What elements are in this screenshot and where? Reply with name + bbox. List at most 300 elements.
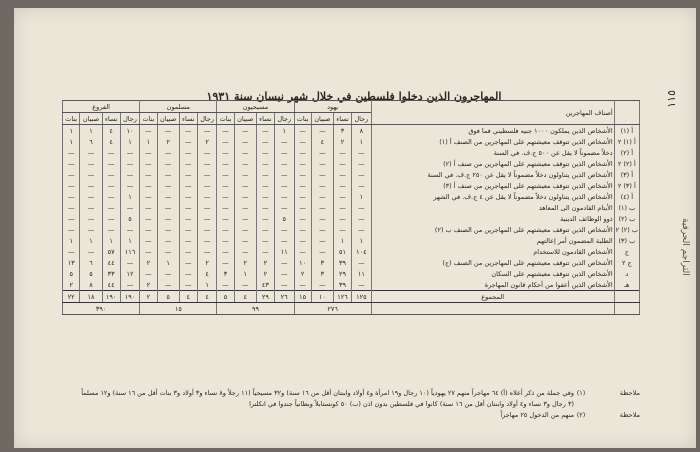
- table-cell: —: [234, 246, 256, 257]
- row-description: ذوو الوظائف الدينية: [371, 213, 614, 224]
- table-cell: —: [256, 169, 274, 180]
- note-line: [62, 410, 640, 421]
- table-cell: —: [256, 180, 274, 191]
- table-cell: ١٠: [120, 125, 140, 137]
- table-cell: —: [80, 147, 102, 158]
- table-cell: —: [80, 191, 102, 202]
- table-cell: ١: [352, 136, 372, 147]
- table-cell: —: [352, 213, 372, 224]
- row-category-code: د: [614, 268, 639, 279]
- table-cell: ٤: [102, 136, 120, 147]
- row-description: الأشخاص الذين تتوقف معيشتهم على المهاجرين من صنف أ (٢): [371, 158, 614, 169]
- table-cell: ٣: [311, 257, 333, 268]
- table-cell: —: [140, 147, 157, 158]
- table-cell: ١: [80, 125, 102, 137]
- table-cell: —: [294, 191, 311, 202]
- sub-header-cell: صبيان: [311, 113, 333, 125]
- grand-total-cell: ٣٩٠: [63, 303, 140, 315]
- table-cell: ٥: [120, 213, 140, 224]
- table-cell: —: [80, 202, 102, 213]
- table-cell: —: [63, 180, 80, 191]
- sub-header-cell: نساء: [256, 113, 274, 125]
- table-cell: —: [63, 147, 80, 158]
- table-cell: ٢: [234, 257, 256, 268]
- sub-header-cell: نساء: [333, 113, 351, 125]
- table-cell: —: [274, 136, 294, 147]
- table-cell: ٤: [197, 268, 217, 279]
- table-cell: —: [140, 125, 157, 137]
- total-cell: ٥: [217, 291, 234, 303]
- table-cell: —: [197, 125, 217, 137]
- table-cell: ٢٩: [333, 268, 351, 279]
- table-cell: —: [157, 180, 179, 191]
- table-cell: —: [140, 158, 157, 169]
- total-cell: ١٨: [80, 291, 102, 303]
- table-cell: ١١: [274, 246, 294, 257]
- grand-total-cell: ١٥: [140, 303, 217, 315]
- table-cell: —: [333, 180, 351, 191]
- table-cell: ٣: [217, 268, 234, 279]
- note-text: (٣ رجال و٣ نساء و٤ أولاد وابنتان أقل من ١٦ سنة) كانوا في فلسطين بدون اذن (ب) ٥٠ كونستابلاً وبطانياً جندوا في انكلترا: [249, 400, 574, 408]
- table-cell: —: [217, 246, 234, 257]
- table-cell: —: [333, 202, 351, 213]
- table-cell: —: [234, 158, 256, 169]
- table-cell: —: [352, 257, 372, 268]
- table-cell: —: [294, 125, 311, 137]
- table-cell: ٣: [333, 125, 351, 137]
- table-cell: —: [311, 213, 333, 224]
- table-cell: ١: [197, 279, 217, 291]
- row-description: الأشخاص الذين تتوقف معيشتهم على المهاجرين من الصنف (ج): [371, 257, 614, 268]
- table-cell: —: [102, 202, 120, 213]
- table-cell: —: [333, 158, 351, 169]
- row-category-code: هـ: [614, 279, 639, 291]
- table-cell: —: [256, 235, 274, 246]
- sub-header-cell: صبيان: [157, 113, 179, 125]
- table-cell: ٢: [63, 279, 80, 291]
- table-cell: —: [197, 169, 217, 180]
- table-cell: —: [102, 147, 120, 158]
- table-cell: ٢: [140, 279, 157, 291]
- table-cell: —: [157, 202, 179, 213]
- table-row: [63, 213, 640, 224]
- table-cell: —: [102, 191, 120, 202]
- table-cell: —: [217, 202, 234, 213]
- total-cell: ٢: [140, 291, 157, 303]
- table-cell: —: [294, 235, 311, 246]
- note-line: [62, 399, 640, 410]
- table-cell: —: [102, 213, 120, 224]
- table-cell: —: [63, 213, 80, 224]
- table-cell: —: [256, 125, 274, 137]
- table-cell: ٣: [311, 268, 333, 279]
- table-cell: —: [352, 180, 372, 191]
- table-row: [63, 202, 640, 213]
- spine-text: التراجم الحرفية: [680, 218, 690, 276]
- row-category-code: أ (١) ٢: [614, 136, 639, 147]
- table-cell: —: [120, 202, 140, 213]
- table-cell: —: [179, 136, 197, 147]
- table-cell: —: [234, 180, 256, 191]
- row-category-code: أ (٢): [614, 147, 639, 158]
- table-cell: —: [274, 279, 294, 291]
- sub-header-cell: صبيان: [80, 113, 102, 125]
- table-cell: ٥١: [333, 246, 351, 257]
- table-cell: ٥: [274, 213, 294, 224]
- table-cell: —: [140, 213, 157, 224]
- row-description: الأشخاص الذين يتناولون دخلاً مضموناً لا يقل عن ٢٥٠ ج.ف. في السنة: [371, 169, 614, 180]
- sub-header-cell: رجال: [352, 113, 372, 125]
- table-row: [63, 246, 640, 257]
- table-cell: —: [140, 180, 157, 191]
- table-cell: ١٣: [63, 257, 80, 268]
- table-cell: —: [217, 158, 234, 169]
- table-row: [63, 125, 640, 137]
- table-cell: —: [294, 246, 311, 257]
- table-cell: ١: [352, 191, 372, 202]
- row-description: الأشخاص الذين يتناولون دخلاً مضموناً لا يقل عن ٤ ج.ف. في الشهر: [371, 191, 614, 202]
- note-label: ملاحظة: [619, 411, 640, 419]
- table-cell: ٨: [80, 279, 102, 291]
- table-cell: —: [80, 169, 102, 180]
- row-description: الأشخاص القادمون للاستخدام: [371, 246, 614, 257]
- total-cell: ١٠: [311, 291, 333, 303]
- total-cell: ١٩٠: [102, 291, 120, 303]
- group-header-christians: مسيحيون: [217, 101, 294, 113]
- table-cell: —: [311, 279, 333, 291]
- note-number: [574, 399, 588, 410]
- table-cell: —: [294, 147, 311, 158]
- total-cell: ١٢٥: [352, 291, 372, 303]
- table-cell: —: [217, 213, 234, 224]
- table-cell: ١: [120, 235, 140, 246]
- table-cell: —: [157, 125, 179, 137]
- table-cell: —: [120, 169, 140, 180]
- table-cell: ٢: [256, 257, 274, 268]
- table-cell: —: [274, 169, 294, 180]
- table-cell: —: [179, 125, 197, 137]
- table-cell: ٢: [197, 257, 217, 268]
- table-cell: —: [197, 246, 217, 257]
- total-cell: ٢٦: [274, 291, 294, 303]
- table-cell: —: [274, 268, 294, 279]
- table-cell: —: [333, 213, 351, 224]
- total-cell: ٤: [179, 291, 197, 303]
- table-cell: —: [80, 224, 102, 235]
- table-cell: ١: [80, 235, 102, 246]
- table-cell: —: [157, 169, 179, 180]
- table-row: [63, 191, 640, 202]
- table-cell: —: [256, 224, 274, 235]
- totals-row: [63, 291, 640, 303]
- table-cell: ٣٩: [333, 257, 351, 268]
- table-cell: —: [63, 191, 80, 202]
- table-row: [63, 158, 640, 169]
- sub-header-cell: رجال: [274, 113, 294, 125]
- row-category-code: ج ٢: [614, 257, 639, 268]
- sub-header-cell: رجال: [197, 113, 217, 125]
- table-title: المهاجرون الذين دخلوا فلسطين في خلال شهر نيسان سنة ١٩٣١: [206, 90, 502, 103]
- table-cell: —: [311, 180, 333, 191]
- table-cell: ٥: [80, 268, 102, 279]
- total-cell: ٥: [157, 291, 179, 303]
- table-cell: —: [311, 202, 333, 213]
- grand-code: [614, 303, 639, 315]
- table-cell: —: [197, 191, 217, 202]
- table-cell: —: [256, 136, 274, 147]
- table-cell: —: [217, 235, 234, 246]
- sub-header-cell: بنات: [63, 113, 80, 125]
- table-cell: —: [197, 213, 217, 224]
- table-cell: —: [234, 235, 256, 246]
- immigration-table: [62, 100, 640, 315]
- table-row: [63, 224, 640, 235]
- table-cell: —: [234, 125, 256, 137]
- row-category-code: أ (٤): [614, 191, 639, 202]
- table-cell: —: [311, 235, 333, 246]
- total-cell: ٤: [197, 291, 217, 303]
- table-cell: ١: [120, 191, 140, 202]
- table-cell: —: [157, 235, 179, 246]
- row-category-code: ب (١): [614, 202, 639, 213]
- row-category-code: ج: [614, 246, 639, 257]
- note-line: [62, 388, 640, 399]
- grand-total-cell: ٢٧٦: [294, 303, 371, 315]
- table-cell: ١: [333, 235, 351, 246]
- table-cell: —: [157, 246, 179, 257]
- table-cell: —: [311, 246, 333, 257]
- table-cell: —: [217, 125, 234, 137]
- table-cell: —: [120, 158, 140, 169]
- table-cell: —: [179, 213, 197, 224]
- table-cell: —: [102, 158, 120, 169]
- table-cell: —: [157, 268, 179, 279]
- table-cell: —: [234, 169, 256, 180]
- table-cell: —: [217, 136, 234, 147]
- table-row: [63, 136, 640, 147]
- table-cell: —: [102, 169, 120, 180]
- table-cell: ٥: [63, 268, 80, 279]
- row-description: الطلبة المضمون أمر إعالتهم: [371, 235, 614, 246]
- table-cell: —: [197, 224, 217, 235]
- table-cell: —: [217, 191, 234, 202]
- table-cell: ٢: [197, 136, 217, 147]
- notes-section: [62, 388, 640, 421]
- total-cell: ١٢٦: [333, 291, 351, 303]
- table-cell: —: [256, 213, 274, 224]
- note-number: (١): [576, 389, 586, 397]
- table-cell: —: [294, 213, 311, 224]
- table-cell: —: [217, 180, 234, 191]
- table-cell: ٤٤: [102, 279, 120, 291]
- table-cell: —: [311, 125, 333, 137]
- row-description: الأشخاص الذين تتوقف معيشتهم على السكان: [371, 268, 614, 279]
- table-cell: —: [311, 224, 333, 235]
- table-cell: ١: [352, 235, 372, 246]
- table-cell: ٣٣: [102, 268, 120, 279]
- note-label: ملاحظة: [619, 389, 640, 397]
- table-cell: —: [352, 147, 372, 158]
- table-cell: —: [63, 202, 80, 213]
- table-cell: —: [217, 257, 234, 268]
- row-category-code: ب (٢) ٢: [615, 225, 638, 234]
- table-cell: —: [294, 158, 311, 169]
- table-cell: —: [197, 202, 217, 213]
- table-cell: —: [179, 279, 197, 291]
- row-category-code: ب (٣): [614, 235, 639, 246]
- table-row: [63, 147, 640, 158]
- table-cell: —: [352, 169, 372, 180]
- table-cell: —: [234, 279, 256, 291]
- sub-header-cell: بنات: [217, 113, 234, 125]
- table-cell: —: [234, 224, 256, 235]
- table-cell: ٤٤: [102, 257, 120, 268]
- table-cell: —: [120, 180, 140, 191]
- grand-label: [371, 303, 614, 315]
- table-cell: ٣٩: [333, 279, 351, 291]
- totals-code: [614, 291, 639, 303]
- table-row: [63, 257, 640, 268]
- table-cell: ١: [63, 235, 80, 246]
- table-cell: —: [157, 158, 179, 169]
- sub-header-cell: نساء: [179, 113, 197, 125]
- categories-header: أصناف المهاجرين: [371, 101, 614, 125]
- table-cell: ٦: [80, 257, 102, 268]
- table-cell: ٢: [157, 136, 179, 147]
- row-description: الأيتام القادمون الى المعاهد: [371, 202, 614, 213]
- total-cell: ٤: [234, 291, 256, 303]
- table-cell: —: [140, 191, 157, 202]
- table-cell: —: [294, 136, 311, 147]
- note-number: (٢): [576, 411, 586, 419]
- table-cell: —: [294, 202, 311, 213]
- table-cell: —: [102, 224, 120, 235]
- table-cell: —: [179, 246, 197, 257]
- table-cell: —: [311, 147, 333, 158]
- table-cell: —: [157, 191, 179, 202]
- table-cell: —: [120, 279, 140, 291]
- table-cell: —: [80, 158, 102, 169]
- table-cell: —: [311, 169, 333, 180]
- table-cell: —: [352, 224, 372, 235]
- row-description: الأشخاص الذين تتوقف معيشتهم على المهاجرين من الصنف ب (٢): [371, 224, 614, 235]
- table-cell: ٦: [80, 136, 102, 147]
- table-cell: ٢: [256, 268, 274, 279]
- table-cell: ١: [63, 125, 80, 137]
- table-cell: —: [294, 279, 311, 291]
- note-text: وفي جملة من ذكر أعلاه (أ) ٦٤ مهاجراً منهم ٢٧ يهودياً (١٠ رجال و١٩ امرأة و٤ أولاد وابنتان أقل من ١٦ سنة) و٣٢ مسيحياً (١١ رجلاً و٨ نساء و٣ أولاد و٣ بنات أقل من ١٦ سنة) و١٢ مسلماً: [81, 389, 574, 397]
- table-cell: ٢: [140, 257, 157, 268]
- table-cell: —: [179, 235, 197, 246]
- table-cell: —: [333, 147, 351, 158]
- table-cell: —: [294, 224, 311, 235]
- table-cell: ١٠: [294, 257, 311, 268]
- table-cell: ١٢: [120, 268, 140, 279]
- table-cell: —: [120, 257, 140, 268]
- table-cell: ١: [102, 235, 120, 246]
- table-cell: —: [256, 246, 274, 257]
- table-cell: —: [274, 257, 294, 268]
- total-cell: ٢٢: [63, 291, 80, 303]
- group-header-muslims: مسلمون: [140, 101, 217, 113]
- table-cell: ١٠٤: [352, 246, 372, 257]
- sub-header-cell: بنات: [140, 113, 157, 125]
- table-cell: —: [120, 147, 140, 158]
- table-cell: —: [80, 246, 102, 257]
- table-cell: —: [179, 224, 197, 235]
- table-cell: —: [80, 213, 102, 224]
- table-cell: —: [63, 224, 80, 235]
- sub-header-cell: نساء: [102, 113, 120, 125]
- table-cell: ٢: [333, 136, 351, 147]
- table-cell: —: [157, 147, 179, 158]
- table-cell: ٨: [352, 125, 372, 137]
- table-cell: —: [311, 158, 333, 169]
- sub-header-cell: بنات: [294, 113, 311, 125]
- table-cell: —: [352, 279, 372, 291]
- table-cell: ١١٦: [120, 246, 140, 257]
- table-cell: —: [140, 246, 157, 257]
- row-description: الأشخاص الذين أعفوا من أحكام قانون المهاجرة: [371, 279, 614, 291]
- table-cell: —: [352, 202, 372, 213]
- table-cell: —: [197, 158, 217, 169]
- table-cell: —: [179, 147, 197, 158]
- category-code-header: [614, 101, 639, 125]
- group-header-jews: يهود: [294, 101, 371, 113]
- table-row: [63, 169, 640, 180]
- table-cell: —: [217, 279, 234, 291]
- table-cell: —: [274, 202, 294, 213]
- table-row: [63, 180, 640, 191]
- table-cell: —: [333, 169, 351, 180]
- row-category-code: أ (٣): [614, 169, 639, 180]
- grand-totals-row: [63, 303, 640, 315]
- table-cell: —: [234, 202, 256, 213]
- table-cell: ٢: [294, 268, 311, 279]
- table-cell: —: [179, 169, 197, 180]
- table-cell: ٤: [102, 125, 120, 137]
- totals-label: المجموع: [371, 291, 614, 303]
- table-cell: —: [197, 147, 217, 158]
- table-cell: ١: [157, 257, 179, 268]
- row-category-code: ب (٢): [614, 213, 639, 224]
- table-cell: —: [217, 147, 234, 158]
- row-description: الأشخاص الذين يملكون ١٠٠٠ جنيه فلسطيني فما فوق: [371, 125, 614, 137]
- row-description: دخلاً مضموناً لا يقل عن ٥٠٠ ج.ف. في السنة: [371, 147, 614, 158]
- table-cell: —: [80, 180, 102, 191]
- table-cell: —: [140, 235, 157, 246]
- table-cell: —: [102, 180, 120, 191]
- table-cell: —: [274, 224, 294, 235]
- table-cell: ٤: [311, 136, 333, 147]
- table-cell: —: [294, 169, 311, 180]
- page-number: ١١٥: [665, 90, 678, 108]
- table-cell: —: [274, 147, 294, 158]
- table-cell: —: [333, 191, 351, 202]
- table-cell: ١: [274, 125, 294, 137]
- table-cell: ٤٣: [256, 279, 274, 291]
- row-category-code: أ (٣) ٢: [614, 180, 639, 191]
- table-cell: ١: [234, 268, 256, 279]
- table-cell: —: [179, 191, 197, 202]
- group-header-row: [63, 101, 640, 113]
- row-category-code: أ (١): [614, 125, 639, 137]
- table-cell: —: [333, 224, 351, 235]
- table-cell: —: [217, 224, 234, 235]
- table-cell: —: [274, 235, 294, 246]
- grand-total-cell: ٩٩: [217, 303, 294, 315]
- table-cell: —: [256, 147, 274, 158]
